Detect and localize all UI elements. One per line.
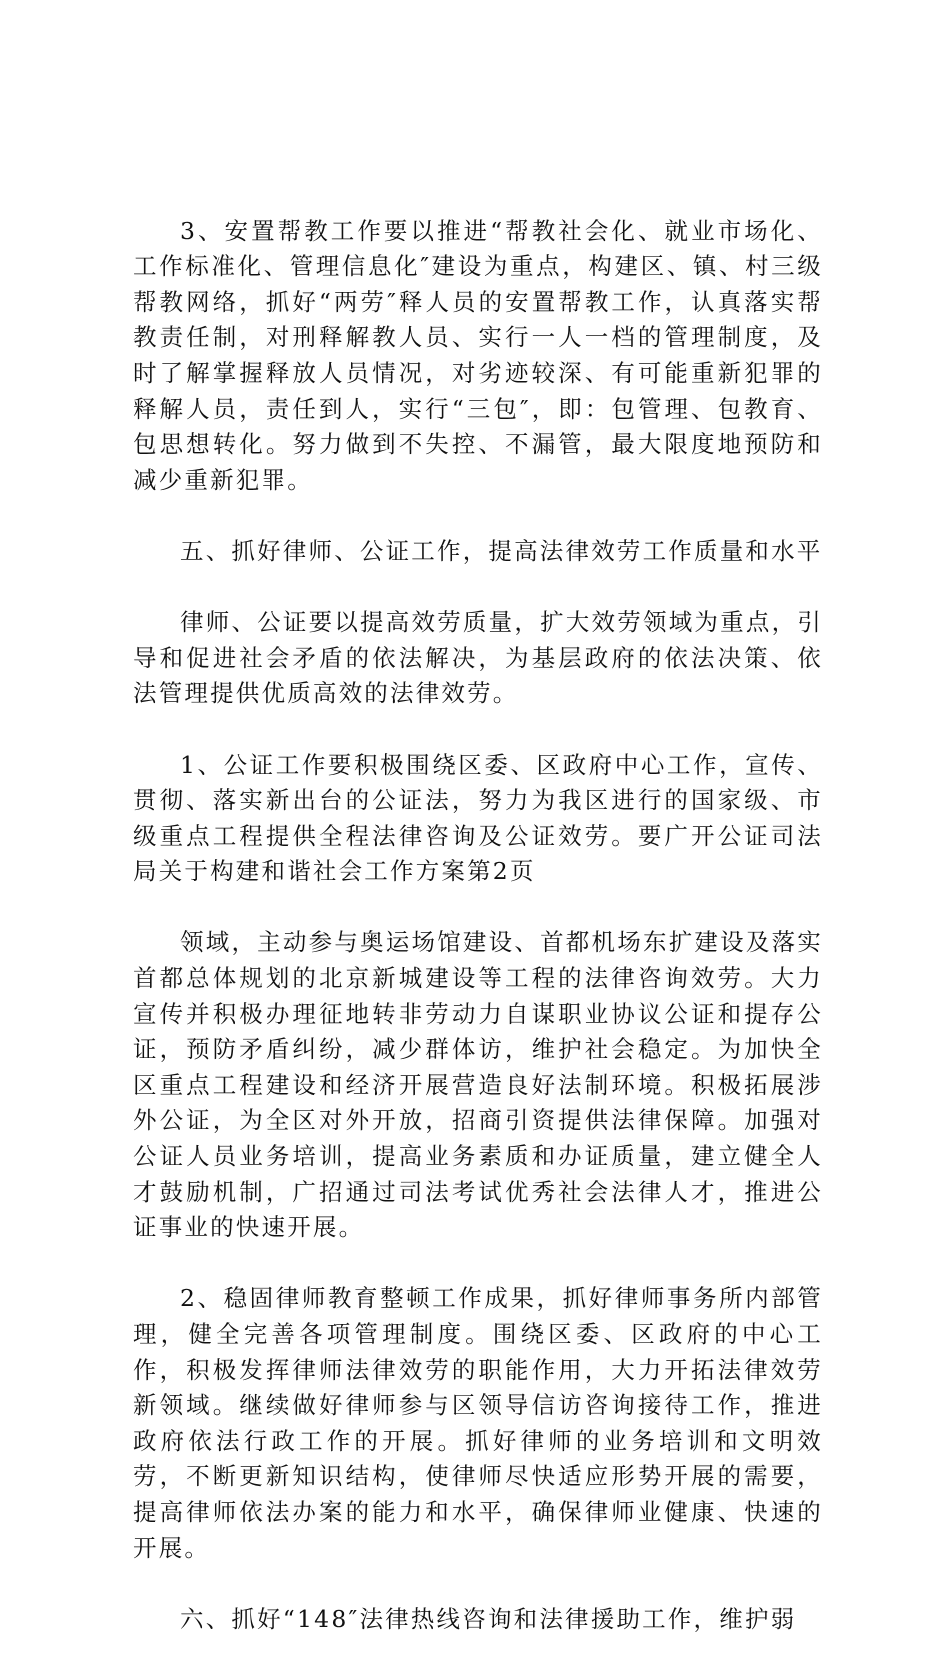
paragraph-notary-work: 1、公证工作要积极围绕区委、区政府中心工作，宣传、贯彻、落实新出台的公证法，努力为我区进行的国家级、市级重点工程提供全程法律咨询及公证效劳。要广开公证司法局关于构建和谐社会工作方案第2页 [133, 750, 823, 886]
paragraph-resettlement-assistance: 3、安置帮教工作要以推进“帮教社会化、就业市场化、工作标准化、管理信息化″建设为重点，构建区、镇、村三级帮教网络，抓好“两劳″释人员的安置帮教工作，认真落实帮教责任制，对刑释解教人员、实行一人一档的管理制度，及时了解掌握释放人员情况，对劣迹较深、有可能重新犯罪的释解人员，责任到人，实行“三包″，即：包管理、包教育、包思想转化。努力做到不失控、不漏管，最大限度地预防和减少重新犯罪。 [133, 216, 823, 494]
section-heading-lawyers-notary: 五、抓好律师、公证工作，提高法律效劳工作质量和水平 [180, 536, 823, 565]
document-body [133, 178, 823, 1673]
paragraph-notary-fields: 领域，主动参与奥运场馆建设、首都机场东扩建设及落实首都总体规划的北京新城建设等工程的法律咨询效劳。大力宣传并积极办理征地转非劳动力自谋职业协议公证和提存公证，预防矛盾纠纷，减少群体访，维护社会稳定。为加快全区重点工程建设和经济开展营造良好法制环境。积极拓展涉外公证，为全区对外开放，招商引资提供法律保障。加强对公证人员业务培训，提高业务素质和办证质量，建立健全人才鼓励机制，广招通过司法考试优秀社会法律人才，推进公证事业的快速开展。 [133, 928, 823, 1242]
paragraph-lawyers-notary-intro: 律师、公证要以提高效劳质量，扩大效劳领域为重点，引导和促进社会矛盾的依法解决，为基层政府的依法决策、依法管理提供优质高效的法律效劳。 [133, 608, 823, 708]
section-heading-148-hotline: 六、抓好“148″法律热线咨询和法律援助工作，维护弱 [180, 1604, 797, 1633]
paragraph-lawyer-rectification: 2、稳固律师教育整顿工作成果，抓好律师事务所内部管理，健全完善各项管理制度。围绕区委、区政府的中心工作，积极发挥律师法律效劳的职能作用，大力开拓法律效劳新领域。继续做好律师参与区领导信访咨询接待工作，推进政府依法行政工作的开展。抓好律师的业务培训和文明效劳，不断更新知识结构，使律师尽快适应形势开展的需要，提高律师依法办案的能力和水平，确保律师业健康、快速的开展。 [133, 1284, 823, 1562]
